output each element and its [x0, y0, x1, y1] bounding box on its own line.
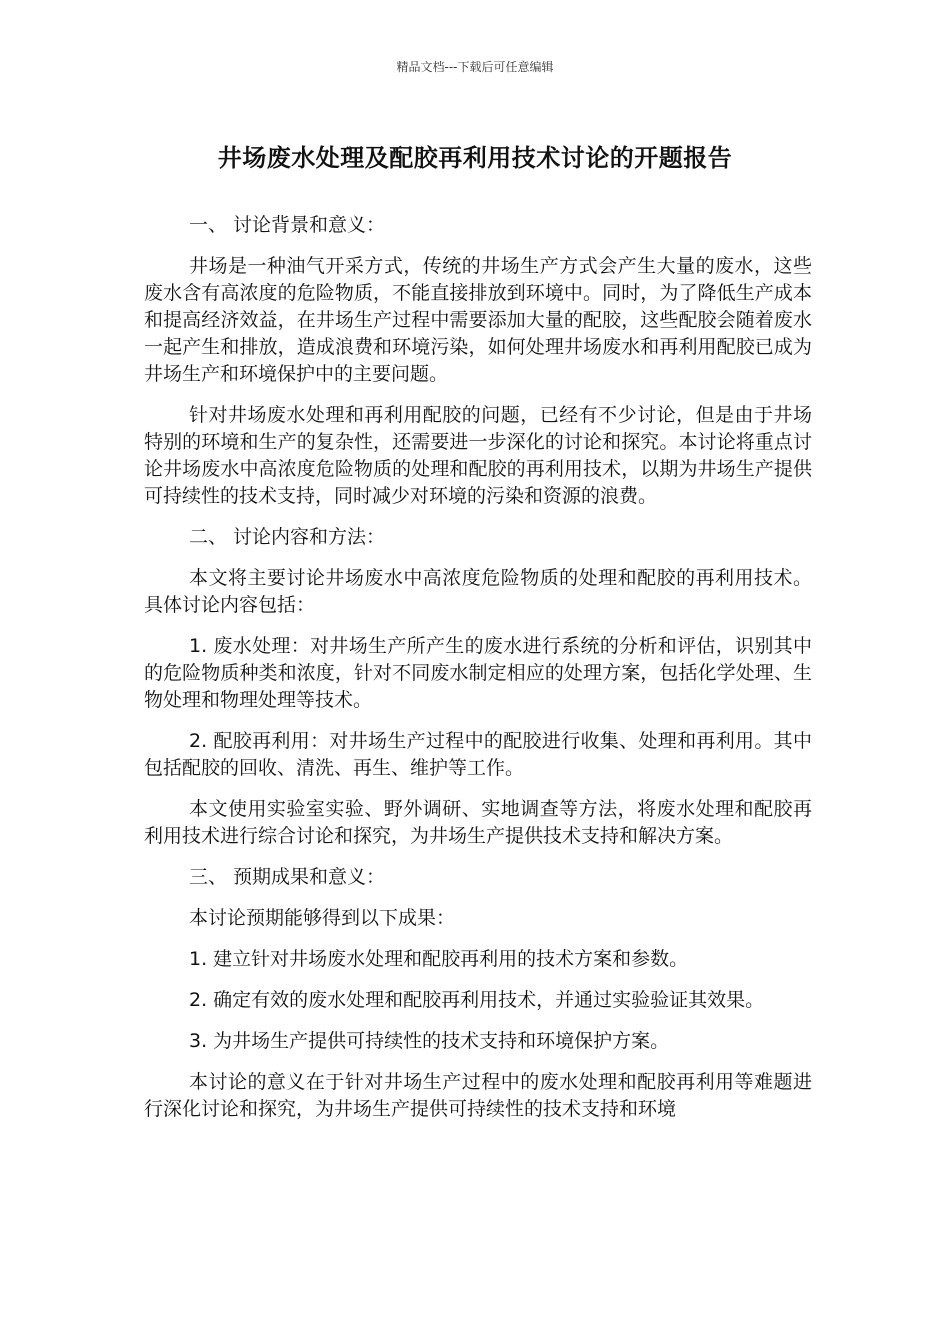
list-item-result-3: 3. 为井场生产提供可持续性的技术支持和环境保护方案。: [189, 1030, 670, 1052]
paragraph-significance: 本讨论的意义在于针对井场生产过程中的废水处理和配胶再利用等难题进行深化讨论和探究，为井场生产提供可持续性的技术支持和环境: [144, 1071, 812, 1120]
header-note: 精品文档---下载后可任意编辑: [396, 60, 554, 74]
list-item-wastewater: 1. 废水处理：对井场生产所产生的废水进行系统的分析和评估，识别其中的危险物质种类和浓度，针对不同废水制定相应的处理方案，包括化学处理、生物处理和物理处理等技术。: [144, 635, 812, 711]
document-body: [144, 212, 812, 1137]
list-item-glue-reuse: 2. 配胶再利用：对井场生产过程中的配胶进行收集、处理和再利用。其中包括配胶的回收、清洗、再生、维护等工作。: [144, 730, 812, 779]
paragraph-results-intro: 本讨论预期能够得到以下成果：: [189, 907, 456, 929]
paragraph-background-1: 井场是一种油气开采方式，传统的井场生产方式会产生大量的废水，这些废水含有高浓度的危险物质，不能直接排放到环境中。同时，为了降低生产成本和提高经济效益，在井场生产过程中需要添加大量的配胶，这些配胶会随着废水一起产生和排放，造成浪费和环境污染，如何处理井场废水和再利用配胶已成为井场生产和环境保护中的主要问题。: [144, 255, 812, 385]
section-heading-content: 二、 讨论内容和方法：: [189, 526, 386, 548]
document-title: 井场废水处理及配胶再利用技术讨论的开题报告: [217, 144, 733, 172]
list-item-result-2: 2. 确定有效的废水处理和配胶再利用技术，并通过实验验证其效果。: [189, 989, 765, 1011]
paragraph-methods: 本文使用实验室实验、野外调研、实地调查等方法，将废水处理和配胶再利用技术进行综合讨论和探究，为井场生产提供技术支持和解决方案。: [144, 798, 812, 847]
section-heading-background: 一、 讨论背景和意义：: [189, 214, 386, 236]
section-heading-results: 三、 预期成果和意义：: [189, 866, 386, 888]
paragraph-content-intro: 本文将主要讨论井场废水中高浓度危险物质的处理和配胶的再利用技术。具体讨论内容包括：: [144, 567, 812, 616]
paragraph-background-2: 针对井场废水处理和再利用配胶的问题，已经有不少讨论，但是由于井场特别的环境和生产的复杂性，还需要进一步深化的讨论和探究。本讨论将重点讨论井场废水中高浓度危险物质的处理和配胶的再利用技术，以期为井场生产提供可持续性的技术支持，同时减少对环境的污染和资源的浪费。: [144, 404, 812, 507]
list-item-result-1: 1. 建立针对井场废水处理和配胶再利用的技术方案和参数。: [189, 948, 689, 970]
